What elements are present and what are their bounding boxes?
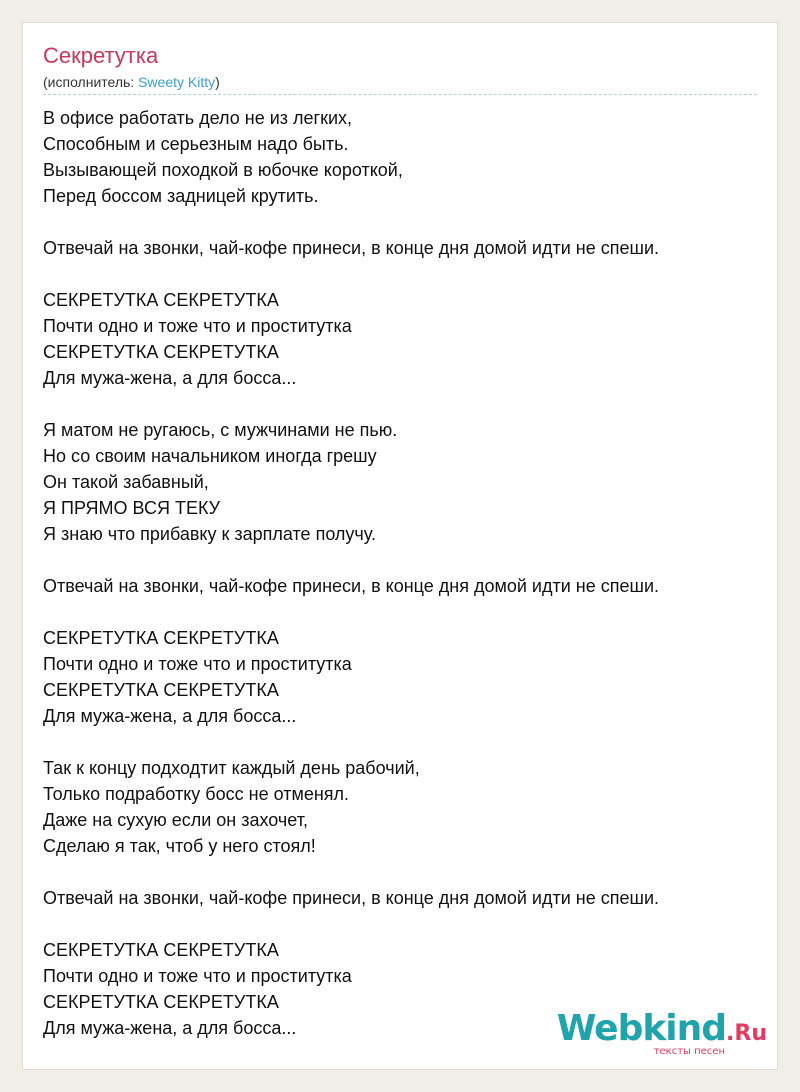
stanza-gap — [43, 547, 659, 573]
lyric-line: Сделаю я так, чтоб у него стоял! — [43, 836, 316, 856]
lyric-line: Он такой забавный, — [43, 472, 209, 492]
lyric-line: Почти одно и тоже что и проститутка — [43, 654, 352, 674]
lyric-line: Я ПРЯМО ВСЯ ТЕКУ — [43, 498, 221, 518]
lyric-line: СЕКРЕТУТКА СЕКРЕТУТКА — [43, 680, 279, 700]
stanza-gap — [43, 859, 659, 885]
lyric-line: Я матом не ругаюсь, с мужчинами не пью. — [43, 420, 398, 440]
site-watermark-logo — [556, 1008, 771, 1059]
lyric-line: Почти одно и тоже что и проститутка — [43, 966, 352, 986]
lyric-line: Я знаю что прибавку к зарплате получу. — [43, 524, 377, 544]
lyric-line: Только подработку босс не отменял. — [43, 784, 350, 804]
lyric-line: СЕКРЕТУТКА СЕКРЕТУТКА — [43, 992, 279, 1012]
stanza-gap — [43, 911, 659, 937]
watermark-brand: Webkind — [556, 1008, 727, 1049]
lyric-line: Отвечай на звонки, чай-кофе принеси, в конце дня домой идти не спеши. — [43, 888, 659, 908]
watermark-wordmark — [556, 1008, 767, 1049]
lyric-line: СЕКРЕТУТКА СЕКРЕТУТКА — [43, 940, 279, 960]
lyric-line: Для мужа-жена, а для босса... — [43, 368, 297, 388]
stanza-gap — [43, 599, 659, 625]
stanza-gap — [43, 261, 659, 287]
lyric-line: Способным и серьезным надо быть. — [43, 134, 349, 154]
watermark-tld: .Ru — [726, 1021, 767, 1046]
lyric-line: Перед боссом задницей крутить. — [43, 186, 319, 206]
lyric-line: Для мужа-жена, а для босса... — [43, 706, 297, 726]
lyric-line: СЕКРЕТУТКА СЕКРЕТУТКА — [43, 290, 279, 310]
lyric-line: Для мужа-жена, а для босса... — [43, 1018, 297, 1038]
song-title: Секретутка — [43, 43, 159, 68]
lyric-line: Почти одно и тоже что и проститутка — [43, 316, 352, 336]
stanza-gap — [43, 391, 659, 417]
lyrics-card — [22, 22, 778, 1070]
lyric-line: СЕКРЕТУТКА СЕКРЕТУТКА — [43, 342, 279, 362]
header-divider — [43, 94, 757, 95]
artist-link[interactable]: Sweety Kitty — [138, 74, 216, 90]
lyric-line: Отвечай на звонки, чай-кофе принеси, в конце дня домой идти не спеши. — [43, 238, 659, 258]
lyric-line: Но со своим начальником иногда грешу — [43, 446, 377, 466]
stanza-gap — [43, 209, 659, 235]
artist-suffix: ) — [215, 74, 220, 90]
lyrics-body — [43, 105, 659, 1041]
artist-prefix: (исполнитель: — [43, 74, 139, 90]
artist-line — [43, 74, 220, 91]
lyric-line: В офисе работать дело не из легких, — [43, 108, 353, 128]
lyric-line: Так к концу подходтит каждый день рабочий, — [43, 758, 420, 778]
lyric-line: Вызывающей походкой в юбочке короткой, — [43, 160, 403, 180]
lyric-line: Даже на сухую если он захочет, — [43, 810, 308, 830]
lyric-line: СЕКРЕТУТКА СЕКРЕТУТКА — [43, 628, 279, 648]
lyric-line: Отвечай на звонки, чай-кофе принеси, в конце дня домой идти не спеши. — [43, 576, 659, 596]
watermark-tagline: тексты песен — [653, 1046, 725, 1057]
stanza-gap — [43, 729, 659, 755]
